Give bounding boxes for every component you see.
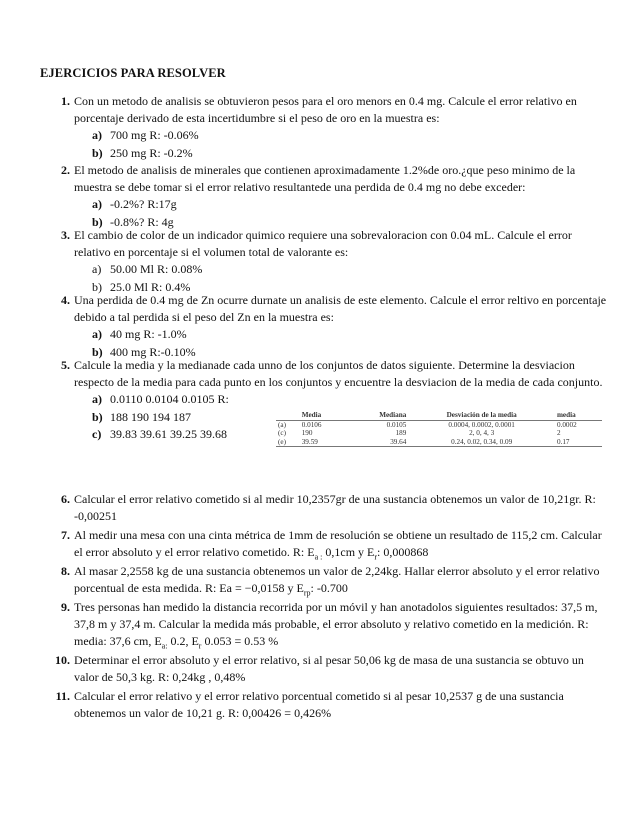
table-header: media [555, 411, 602, 420]
table-header [276, 411, 300, 420]
text-run: 0.2, E [167, 634, 199, 649]
table-cell: 0.0105 [386, 420, 407, 429]
table-cell: 0.24, 0.02, 0.34, 0.09 [408, 438, 555, 447]
exercise-3 [38, 227, 608, 296]
table-header: Media [300, 411, 347, 420]
table-cell: 39.59 [300, 438, 347, 447]
option-text: 0.0110 0.0104 0.0105 R: [110, 392, 229, 407]
table-cell: 0.0004, 0.0002, 0.0001 [448, 420, 515, 429]
exercise-text: Una perdida de 0.4 mg de Zn ocurre durnate un analisis de este elemento. Calcule el error reltivo en porcentaje debido a tal perdida si el peso del Zn en la muestra es: [74, 293, 607, 325]
table-cell: 189 [395, 429, 407, 438]
option-label: b) [92, 145, 103, 160]
subscript: a : [314, 552, 323, 562]
text-run: : -0.700 [310, 581, 348, 596]
exercise-text: Con un metodo de analisis se obtuvieron pesos para el oro menors en 0.4 mg. Calcule el error relativo en porcentaje derivado de esta incertidumbre si el peso de oro en la muestra es: [74, 94, 577, 126]
exercise-text [74, 527, 608, 566]
exercise-text [74, 599, 608, 655]
exercise-number: 2. [61, 163, 70, 177]
exercise-9 [38, 599, 608, 655]
exercise-text [74, 563, 608, 602]
option-a [92, 261, 608, 278]
exercise-6 [38, 491, 608, 525]
exercise-number: 7. [61, 528, 70, 542]
exercise-number: 1. [61, 94, 70, 108]
option-a [92, 326, 608, 343]
option-label: b) [92, 409, 103, 424]
table-header: Desviación de la media [408, 411, 555, 420]
exercise-11 [38, 688, 608, 722]
option-text: 25.0 Ml R: 0.4% [110, 279, 191, 294]
option-label: c) [92, 426, 102, 441]
subscript: r [198, 641, 202, 651]
option-label: b) [92, 279, 102, 294]
page-title: EJERCICIOS PARA RESOLVER [40, 66, 226, 80]
table-cell: (a) [278, 420, 286, 429]
exercise-number: 8. [61, 564, 70, 578]
exercise-text: El cambio de color de un indicador quimico requiere una sobrevaloracion con 0.04 mL. Calcule el error relativo en porcentaje si el volumen total de valorante es: [74, 228, 572, 260]
option-a [92, 391, 608, 408]
exercise-4 [38, 292, 608, 361]
exercise-text: El metodo de analisis de minerales que contienen aproximadamente 1.2%de oro.¿que peso minimo de la muestra se debe tomar si el error relativo resultantede una perdida de 0.4 mg no debe exceder: [74, 163, 576, 195]
option-label: a) [92, 197, 102, 212]
exercise-number: 9. [61, 600, 70, 614]
subscript: r [374, 552, 378, 562]
exercise-number: 6. [61, 492, 70, 506]
option-label: b) [92, 344, 103, 359]
option-label: a) [92, 262, 102, 277]
text-run: Al medir una mesa con una cinta métrica de 1mm de resolución se obtiene un resultado de 115,2 cm. Calcular el error absoluto y el error relativo cometido. R: E [74, 528, 602, 560]
table-cell: 0.0106 [301, 420, 322, 429]
table-row [276, 420, 602, 429]
option-text: 40 mg R: -1.0% [110, 327, 187, 342]
option-text: 188 190 194 187 [110, 409, 191, 424]
text-run: 0,1cm y E [322, 545, 375, 560]
option-text: 250 mg R: -0.2% [110, 145, 193, 160]
table-cell: (c) [278, 429, 286, 438]
table-cell: 2, 0, 4, 3 [469, 429, 495, 438]
exercise-number: 11. [55, 689, 70, 703]
option-text: 700 mg R: -0.06% [110, 128, 199, 143]
exercise-1 [38, 93, 608, 162]
exercise-number: 10. [55, 653, 70, 667]
option-text: 39.83 39.61 39.25 39.68 [110, 426, 227, 441]
table-cell: 2 [556, 429, 561, 438]
subscript: rp [303, 588, 311, 598]
exercise-text: Determinar el error absoluto y el error relativo, si al pesar 50,06 kg de masa de una sustancia se obtuvo un valor de 50,3 kg. R: 0,24kg , 0,48% [74, 653, 584, 685]
table-cell: 0.0002 [556, 420, 577, 429]
option-label: a) [92, 327, 102, 342]
exercise-8 [38, 563, 608, 602]
exercise-number: 4. [61, 293, 70, 307]
exercise-text: Calcular el error relativo cometido si al medir 10,2357gr de una sustancia obtenemos un valor de 10,21gr. R: -0,00251 [74, 492, 596, 524]
option-a [92, 127, 608, 144]
table-header: Mediana [347, 411, 409, 420]
subscript: a: [161, 641, 168, 651]
text-run: Tres personas han medido la distancia recorrida por un móvil y han anotadolos siguientes resultados: 37,5 m, 37,8 m y 37,4 m. Calcular la medida más probable, el error absoluto y relativo cometido en la medición. R: media: 37,6 cm, E [74, 600, 598, 649]
exercise-10 [38, 652, 608, 686]
option-a [92, 196, 608, 213]
text-run: : 0,000868 [377, 545, 429, 560]
exercise-2 [38, 162, 608, 231]
exercise-7 [38, 527, 608, 566]
table-header-row [276, 411, 602, 420]
option-label: a) [92, 128, 102, 143]
exercise-number: 3. [61, 228, 70, 242]
table-row [276, 438, 602, 447]
text-run: 0.053 = 0.53 % [201, 634, 279, 649]
option-text: -0.8%? R: 4g [110, 214, 174, 229]
table-cell: (e) [276, 438, 300, 447]
option-label: b) [92, 214, 103, 229]
exercise-text: Calcule la media y la medianade cada unno de los conjuntos de datos siguiente. Determine la desviacion respecto de la media para cada punto en los conjuntos y encuentre la desviacion de la media de cada conjunto. [74, 358, 603, 390]
option-text: -0.2%? R:17g [110, 197, 177, 212]
exercise-number: 5. [61, 358, 70, 372]
option-b [92, 145, 608, 162]
table-row [276, 429, 602, 438]
text-run: Al masar 2,2558 kg de una sustancia obtenemos un valor de 2,24kg. Hallar elerror absoluto y el error relativo porcentual de esta medida. R: Ea = −0,0158 y E [74, 564, 600, 596]
exercise-text: Calcular el error relativo y el error relativo porcentual cometido si al pesar 10,2537 g de una sustancia obtenemos un valor de 10,21 g. R: 0,00426 = 0,426% [74, 689, 564, 721]
answer-table [276, 411, 602, 447]
option-text: 400 mg R:-0.10% [110, 344, 196, 359]
option-label: a) [92, 392, 102, 407]
option-text: 50.00 Ml R: 0.08% [110, 262, 203, 277]
table-cell: 190 [301, 429, 313, 438]
table-cell: 0.17 [555, 438, 602, 447]
table-cell: 39.64 [347, 438, 409, 447]
